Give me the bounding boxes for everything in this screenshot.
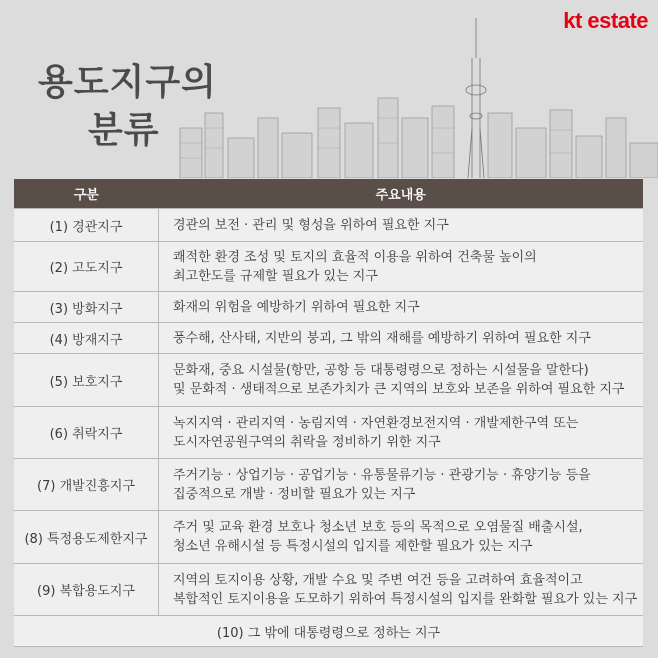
header-content: 주요내용 (159, 179, 644, 209)
row-description (159, 407, 644, 459)
description-line: 및 문화적 · 생태적으로 보존가치가 큰 지역의 보호와 보존을 위하여 필요한 지구 (173, 382, 625, 397)
description-line: 청소년 유해시설 등 특정시설의 입지를 제한할 필요가 있는 지구 (173, 539, 533, 554)
row-description (159, 292, 644, 323)
table-row (14, 564, 643, 616)
zoning-district-table (14, 179, 643, 647)
row-category: (6) 취락지구 (14, 407, 159, 459)
row-description (159, 564, 644, 616)
description-line: 복합적인 토지이용을 도모하기 위하여 특정시설의 입지를 완화할 필요가 있는 지구 (173, 591, 638, 607)
table-row (14, 354, 643, 407)
table-row (14, 459, 643, 511)
description-line: 주거기능 · 상업기능 · 공업기능 · 유통물류기능 · 관광기능 · 휴양기능 등을 (173, 467, 591, 483)
description-line: 풍수해, 산사태, 지반의 붕괴, 그 밖의 재해를 예방하기 위하여 필요한 지구 (173, 330, 591, 346)
row-category: (5) 보호지구 (14, 354, 159, 407)
row-description (159, 242, 644, 292)
row-category: (3) 방화지구 (14, 292, 159, 323)
description-line: 도시자연공원구역의 취락을 정비하기 위한 지구 (173, 434, 441, 450)
description-line: 문화재, 중요 시설물(항만, 공항 등 대통령령으로 정하는 시설물을 말한다) (173, 363, 589, 378)
row-description (159, 511, 644, 564)
row-description (159, 354, 644, 407)
description-line: 녹지지역 · 관리지역 · 농림지역 · 자연환경보전지역 · 개발제한구역 또는 (173, 415, 579, 431)
table-row (14, 323, 643, 354)
description-line: 화재의 위험을 예방하기 위하여 필요한 지구 (173, 299, 420, 315)
row-category: (2) 고도지구 (14, 242, 159, 292)
title-line-2: 분류 (88, 109, 160, 151)
row-description (159, 323, 644, 354)
row-category: (9) 복합용도지구 (14, 564, 159, 616)
description-line: 지역의 토지이용 상황, 개발 수요 및 주변 여건 등을 고려하여 효율적이고 (173, 572, 583, 588)
header-category: 구분 (14, 179, 159, 209)
description-line: 최고한도를 규제할 필요가 있는 지구 (173, 268, 378, 284)
description-line: 주거 및 교육 환경 보호나 청소년 보호 등의 목적으로 오염물질 배출시설, (173, 520, 583, 535)
table-header-row (14, 179, 643, 209)
row-category: (4) 방재지구 (14, 323, 159, 354)
logo-kt: kt (563, 8, 582, 33)
description-line: 경관의 보전 · 관리 및 형성을 위하여 필요한 지구 (173, 217, 449, 233)
row-category: (8) 특정용도제한지구 (14, 511, 159, 564)
table-row (14, 511, 643, 564)
table-row (14, 209, 643, 242)
logo-estate: estate (587, 8, 648, 33)
footer-note: (10) 그 밖에 대통령령으로 정하는 지구 (14, 616, 643, 647)
table-footer-row (14, 616, 643, 647)
row-category: (7) 개발진흥지구 (14, 459, 159, 511)
table-row (14, 292, 643, 323)
description-line: 쾌적한 환경 조성 및 토지의 효율적 이용을 위하여 건축물 높이의 (173, 249, 537, 265)
city-skyline-illustration (150, 18, 658, 178)
title-line-1: 용도지구의 (38, 61, 217, 103)
row-description (159, 459, 644, 511)
row-category: (1) 경관지구 (14, 209, 159, 242)
table-row (14, 242, 643, 292)
row-description (159, 209, 644, 242)
description-line: 집중적으로 개발 · 정비할 필요가 있는 지구 (173, 486, 416, 502)
table-row (14, 407, 643, 459)
page-title (38, 58, 217, 154)
